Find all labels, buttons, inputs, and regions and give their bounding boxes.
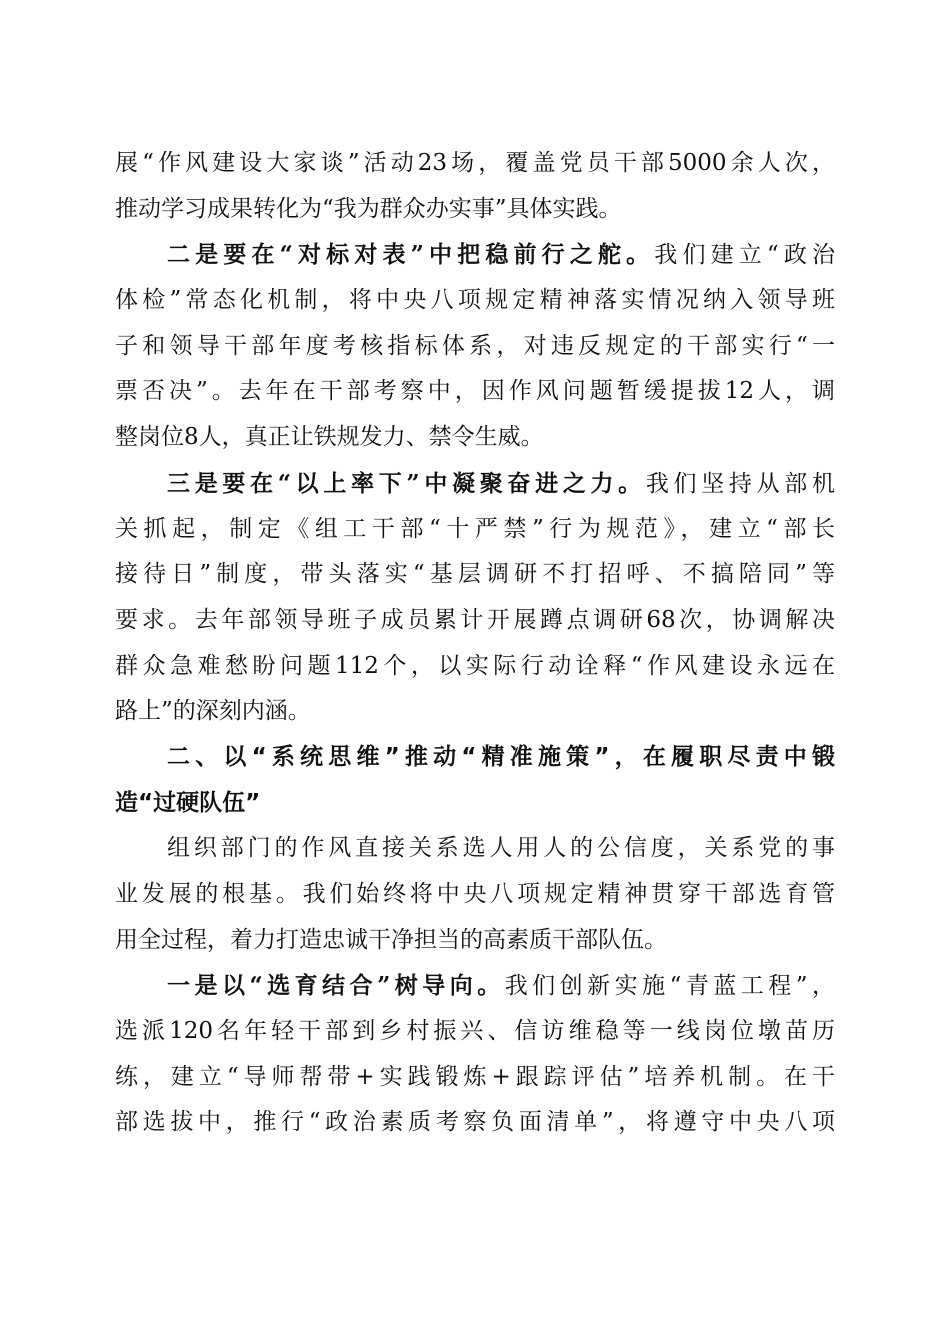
text-line: 路上”的深刻内涵。	[115, 698, 311, 725]
paragraph-point-two	[115, 232, 835, 460]
text-line: 用全过程，着力打造忠诚干净担当的高素质干部队伍。	[115, 926, 667, 953]
text-line: 组织部门的作风直接关系选人用人的公信度，关系党的事	[167, 835, 835, 862]
point-lead: 一是以“选育结合”树导向。	[167, 972, 505, 1000]
point-text: 我们建立“政治	[654, 242, 835, 269]
heading-line: 造“过硬队伍”	[115, 789, 261, 816]
text-line	[115, 232, 835, 278]
heading-line: 二、以“系统思维”推动“精准施策”，在履职尽责中锻	[167, 743, 835, 770]
text-line: 练，建立“导师帮带+实践锻炼+跟踪评估”培养机制。在干	[115, 1063, 835, 1090]
text-line: 子和领导干部年度考核指标体系，对违反规定的干部实行“一	[115, 332, 835, 359]
text-line: 推动学习成果转化为“我为群众办实事”具体实践。	[115, 195, 622, 222]
point-lead: 二是要在“对标对表”中把稳前行之舵。	[167, 241, 655, 269]
paragraph-body	[115, 826, 835, 963]
text-line: 选派120名年轻干部到乡村振兴、信访维稳等一线岗位墩苗历	[115, 1018, 835, 1045]
text-line: 体检”常态化机制，将中央八项规定精神落实情况纳入领导班	[115, 287, 835, 314]
document-body	[115, 141, 835, 1146]
section-heading	[115, 735, 835, 826]
text-line	[115, 963, 835, 1009]
point-text: 我们创新实施“青蓝工程”，	[504, 973, 835, 1000]
text-line: 群众急难愁盼问题112个，以实际行动诠释“作风建设永远在	[115, 652, 835, 679]
point-lead: 三是要在“以上率下”中凝聚奋进之力。	[167, 469, 646, 497]
text-line: 展“作风建设大家谈”活动23场，覆盖党员干部5000余人次，	[115, 150, 835, 176]
text-line	[115, 461, 835, 507]
text-line: 部选拔中，推行“政治素质考察负面清单”，将遵守中央八项	[115, 1109, 835, 1136]
text-line: 业发展的根基。我们始终将中央八项规定精神贯穿干部选育管	[115, 881, 835, 907]
point-text: 我们坚持从部机	[645, 470, 835, 497]
paragraph-continuation	[115, 141, 835, 232]
text-line: 关抓起，制定《组工干部“十严禁”行为规范》，建立“部长	[115, 515, 835, 542]
paragraph-point-one	[115, 963, 835, 1146]
text-line: 票否决”。去年在干部考察中，因作风问题暂缓提拔12人，调	[115, 378, 835, 405]
text-line: 整岗位8人，真正让铁规发力、禁令生威。	[115, 424, 544, 451]
text-line: 接待日”制度，带头落实“基层调研不打招呼、不搞陪同”等	[115, 561, 835, 588]
text-line: 要求。去年部领导班子成员累计开展蹲点调研68次，协调解决	[115, 606, 835, 633]
paragraph-point-three	[115, 461, 835, 735]
